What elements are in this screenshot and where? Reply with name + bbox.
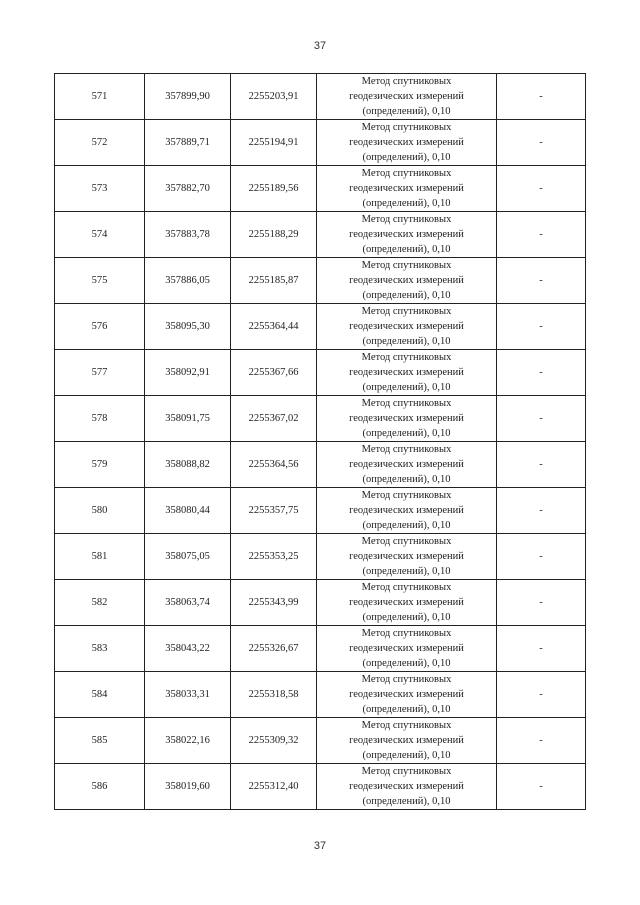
point-number-cell: 578 (55, 396, 145, 442)
y-coordinate-cell: 2255189,56 (231, 166, 317, 212)
x-coordinate-cell: 357886,05 (145, 258, 231, 304)
method-line: геодезических измерений (349, 781, 464, 792)
point-number-cell: 581 (55, 534, 145, 580)
method-line: Метод спутниковых (361, 674, 452, 685)
note-cell: - (497, 166, 586, 212)
method-cell (317, 396, 497, 442)
method-line: геодезических измерений (349, 275, 464, 286)
x-coordinate-cell: 358092,91 (145, 350, 231, 396)
method-line: (определений), 0,10 (362, 474, 451, 485)
method-line: Метод спутниковых (361, 628, 452, 639)
method-cell (317, 350, 497, 396)
point-number-cell: 576 (55, 304, 145, 350)
table-row (55, 626, 586, 672)
method-cell (317, 120, 497, 166)
note-cell: - (497, 672, 586, 718)
method-cell (317, 212, 497, 258)
x-coordinate-cell: 357899,90 (145, 74, 231, 120)
point-number-cell: 575 (55, 258, 145, 304)
method-line: Метод спутниковых (361, 260, 452, 271)
method-line: Метод спутниковых (361, 444, 452, 455)
method-line: (определений), 0,10 (362, 152, 451, 163)
method-line: (определений), 0,10 (362, 428, 451, 439)
method-line: (определений), 0,10 (362, 750, 451, 761)
method-cell (317, 442, 497, 488)
table-row (55, 166, 586, 212)
page-number-bottom: 37 (313, 840, 327, 852)
note-cell: - (497, 350, 586, 396)
x-coordinate-cell: 358075,05 (145, 534, 231, 580)
method-line: Метод спутниковых (361, 490, 452, 501)
method-cell (317, 534, 497, 580)
note-cell: - (497, 120, 586, 166)
y-coordinate-cell: 2255185,87 (231, 258, 317, 304)
method-line: (определений), 0,10 (362, 198, 451, 209)
y-coordinate-cell: 2255318,58 (231, 672, 317, 718)
point-number-cell: 583 (55, 626, 145, 672)
method-cell (317, 580, 497, 626)
method-line: геодезических измерений (349, 551, 464, 562)
method-line: геодезических измерений (349, 689, 464, 700)
y-coordinate-cell: 2255312,40 (231, 764, 317, 810)
method-cell (317, 764, 497, 810)
method-line: геодезических измерений (349, 367, 464, 378)
note-cell: - (497, 534, 586, 580)
method-cell (317, 626, 497, 672)
method-line: (определений), 0,10 (362, 382, 451, 393)
method-line: Метод спутниковых (361, 398, 452, 409)
y-coordinate-cell: 2255364,56 (231, 442, 317, 488)
table-row (55, 672, 586, 718)
method-line: геодезических измерений (349, 321, 464, 332)
coordinates-table-body (55, 74, 586, 810)
method-line: (определений), 0,10 (362, 106, 451, 117)
table-row (55, 534, 586, 580)
method-line: Метод спутниковых (361, 720, 452, 731)
page-number-top: 37 (313, 40, 327, 52)
method-cell (317, 304, 497, 350)
point-number-cell: 572 (55, 120, 145, 166)
point-number-cell: 579 (55, 442, 145, 488)
point-number-cell: 582 (55, 580, 145, 626)
method-cell (317, 166, 497, 212)
x-coordinate-cell: 357882,70 (145, 166, 231, 212)
note-cell: - (497, 580, 586, 626)
method-line: (определений), 0,10 (362, 520, 451, 531)
method-line: геодезических измерений (349, 183, 464, 194)
note-cell: - (497, 718, 586, 764)
y-coordinate-cell: 2255203,91 (231, 74, 317, 120)
y-coordinate-cell: 2255364,44 (231, 304, 317, 350)
table-row (55, 580, 586, 626)
method-line: геодезических измерений (349, 597, 464, 608)
x-coordinate-cell: 358022,16 (145, 718, 231, 764)
note-cell: - (497, 764, 586, 810)
method-line: (определений), 0,10 (362, 796, 451, 807)
y-coordinate-cell: 2255353,25 (231, 534, 317, 580)
coordinates-table (54, 73, 586, 810)
note-cell: - (497, 258, 586, 304)
point-number-cell: 586 (55, 764, 145, 810)
method-line: геодезических измерений (349, 229, 464, 240)
x-coordinate-cell: 358095,30 (145, 304, 231, 350)
method-line: (определений), 0,10 (362, 336, 451, 347)
method-line: геодезических измерений (349, 459, 464, 470)
method-line: Метод спутниковых (361, 122, 452, 133)
table-row (55, 258, 586, 304)
method-line: Метод спутниковых (361, 352, 452, 363)
y-coordinate-cell: 2255326,67 (231, 626, 317, 672)
note-cell: - (497, 74, 586, 120)
x-coordinate-cell: 357889,71 (145, 120, 231, 166)
method-line: (определений), 0,10 (362, 704, 451, 715)
point-number-cell: 571 (55, 74, 145, 120)
table-row (55, 442, 586, 488)
x-coordinate-cell: 358033,31 (145, 672, 231, 718)
note-cell: - (497, 442, 586, 488)
table-row (55, 396, 586, 442)
y-coordinate-cell: 2255367,66 (231, 350, 317, 396)
method-line: (определений), 0,10 (362, 658, 451, 669)
method-cell (317, 488, 497, 534)
table-row (55, 120, 586, 166)
method-line: геодезических измерений (349, 505, 464, 516)
method-line: геодезических измерений (349, 643, 464, 654)
point-number-cell: 577 (55, 350, 145, 396)
x-coordinate-cell: 357883,78 (145, 212, 231, 258)
method-cell (317, 258, 497, 304)
y-coordinate-cell: 2255194,91 (231, 120, 317, 166)
method-line: (определений), 0,10 (362, 244, 451, 255)
y-coordinate-cell: 2255188,29 (231, 212, 317, 258)
point-number-cell: 574 (55, 212, 145, 258)
x-coordinate-cell: 358088,82 (145, 442, 231, 488)
method-line: Метод спутниковых (361, 306, 452, 317)
x-coordinate-cell: 358091,75 (145, 396, 231, 442)
method-line: геодезических измерений (349, 137, 464, 148)
table-row (55, 304, 586, 350)
method-line: (определений), 0,10 (362, 290, 451, 301)
x-coordinate-cell: 358043,22 (145, 626, 231, 672)
method-line: геодезических измерений (349, 91, 464, 102)
x-coordinate-cell: 358019,60 (145, 764, 231, 810)
y-coordinate-cell: 2255367,02 (231, 396, 317, 442)
y-coordinate-cell: 2255309,32 (231, 718, 317, 764)
y-coordinate-cell: 2255343,99 (231, 580, 317, 626)
point-number-cell: 585 (55, 718, 145, 764)
point-number-cell: 573 (55, 166, 145, 212)
method-line: Метод спутниковых (361, 214, 452, 225)
y-coordinate-cell: 2255357,75 (231, 488, 317, 534)
method-line: геодезических измерений (349, 735, 464, 746)
method-cell (317, 74, 497, 120)
table-row (55, 74, 586, 120)
point-number-cell: 584 (55, 672, 145, 718)
method-line: Метод спутниковых (361, 582, 452, 593)
note-cell: - (497, 626, 586, 672)
method-cell (317, 718, 497, 764)
table-row (55, 212, 586, 258)
note-cell: - (497, 212, 586, 258)
note-cell: - (497, 488, 586, 534)
method-line: Метод спутниковых (361, 76, 452, 87)
table-row (55, 764, 586, 810)
method-cell (317, 672, 497, 718)
method-line: геодезических измерений (349, 413, 464, 424)
note-cell: - (497, 304, 586, 350)
note-cell: - (497, 396, 586, 442)
table-row (55, 350, 586, 396)
table-row (55, 718, 586, 764)
method-line: Метод спутниковых (361, 536, 452, 547)
method-line: Метод спутниковых (361, 766, 452, 777)
method-line: Метод спутниковых (361, 168, 452, 179)
x-coordinate-cell: 358080,44 (145, 488, 231, 534)
table-row (55, 488, 586, 534)
x-coordinate-cell: 358063,74 (145, 580, 231, 626)
method-line: (определений), 0,10 (362, 566, 451, 577)
method-line: (определений), 0,10 (362, 612, 451, 623)
point-number-cell: 580 (55, 488, 145, 534)
